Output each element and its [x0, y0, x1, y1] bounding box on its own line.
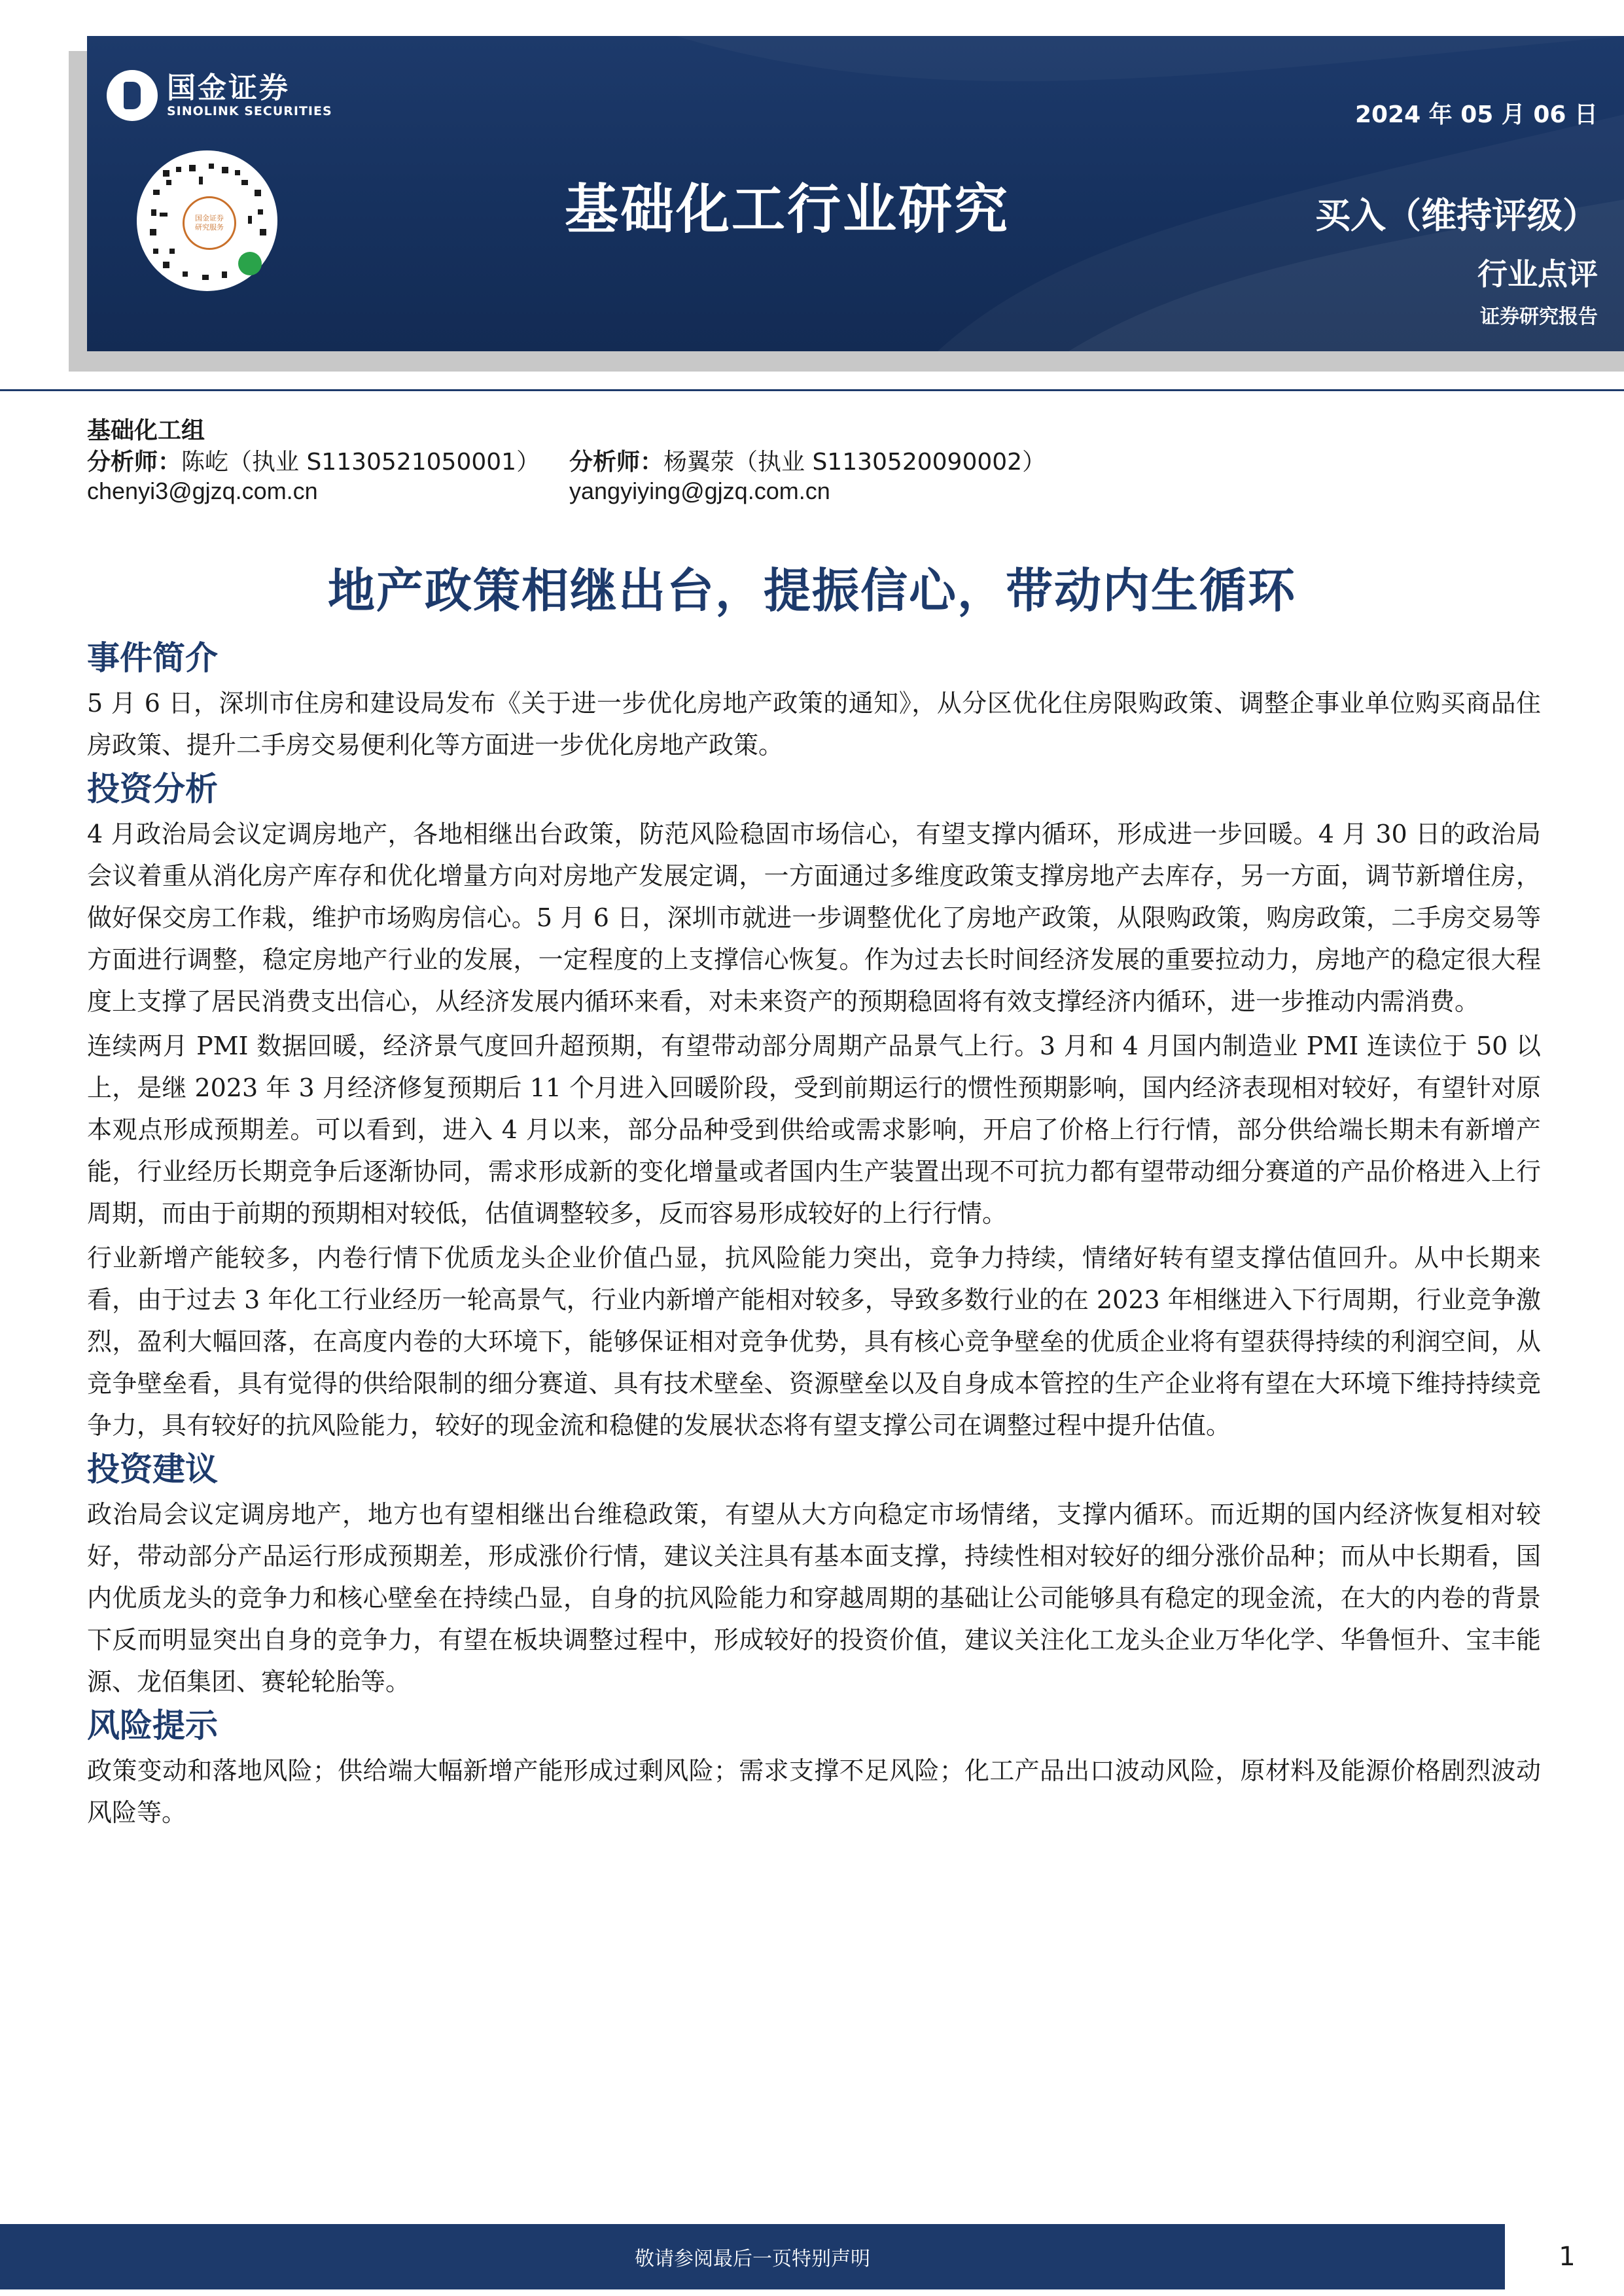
paragraph: 4 月政治局会议定调房地产，各地相继出台政策，防范风险稳固市场信心，有望支撑内循环，形成进一步回暖。4 月 30 日的政治局会议着重从消化房产库存和优化增量方向对房地产发展定调，一方面通过多维度政策支撑房地产去库存，另一方面，调节新增住房，做好保交房工作栽，维护市场购房信心。5 月 6 日，深圳市就进一步调整优化了房地产政策，从限购政策，购房政策，二手房交易等方面进行调整，稳定房地产行业的发展，一定程度的上支撑信心恢复。作为过去长时间经济发展的重要拉动力，房地产的稳定很大程度上支撑了居民消费支出信心，从经济发展内循环来看，对未来资产的预期稳固将有效支撑经济内循环，进一步推动内需消费。 [87, 820, 1541, 1016]
industry-title: 基础化工行业研究 [565, 179, 1010, 241]
report-date: 2024 年 05 月 06 日 [1354, 101, 1598, 128]
report-category: 证券研究报告 [1480, 305, 1598, 328]
qr-code-icon [137, 150, 277, 291]
analyst-name: 杨翼荥（执业 S1130520090002） [663, 449, 1046, 476]
header-divider [0, 389, 1624, 391]
analyst-name: 陈屹（执业 S1130521050001） [181, 449, 540, 476]
mini-program-icon [238, 252, 262, 275]
analyst-1 [87, 444, 540, 477]
analyst-2 [569, 444, 1046, 477]
section-heading: 投资分析 [87, 770, 218, 808]
section-event [87, 638, 1541, 766]
section-heading: 事件简介 [87, 639, 218, 677]
logo-mark-icon [107, 70, 158, 121]
section-heading: 投资建议 [87, 1450, 218, 1488]
paragraph: 连续两月 PMI 数据回暖，经济景气度回升超预期，有望带动部分周期产品景气上行。3 月和 4 月国内制造业 PMI 连读位于 50 以上，是继 2023 年 3 月经济修复预期后 11 个月进入回暖阶段，受到前期运行的惯性预期影响，国内经济表现相对较好，有望针对原本观点形成预期差。可以看到，进入 4 月以来，部分品种受到供给或需求影响，开启了价格上行行情，部分供给端长期未有新增产能，行业经历长期竞争后逐渐协同，需求形成新的变化增量或者国内生产装置出现不可抗力都有望带动细分赛道的产品价格进入上行周期，而由于前期的预期相对较低，估值调整较多，反而容易形成较好的上行行情。 [87, 1032, 1541, 1228]
qr-label-bottom: 研究服务 [195, 223, 224, 232]
paragraph: 5 月 6 日，深圳市住房和建设局发布《关于进一步优化房地产政策的通知》，从分区优化住房限购政策、调整企事业单位购买商品住房政策、提升二手房交易便利化等方面进一步优化房地产政策。 [87, 689, 1541, 759]
footer-disclaimer-bar [0, 2224, 1505, 2289]
section-heading: 风险提示 [87, 1707, 218, 1745]
rating: 买入（维持评级） [1315, 195, 1598, 236]
paragraph: 政策变动和落地风险；供给端大幅新增产能形成过剩风险；需求支撑不足风险；化工产品出口波动风险，原材料及能源价格剧烈波动风险等。 [87, 1756, 1541, 1827]
section-analysis [87, 769, 1541, 1446]
company-logo [107, 70, 332, 121]
analyst-label: 分析师： [87, 449, 182, 476]
header-banner [87, 36, 1624, 351]
analyst-label: 分析师： [569, 449, 664, 476]
section-risk [87, 1705, 1541, 1834]
page-number: 1 [1505, 2224, 1624, 2289]
report-type: 行业点评 [1477, 256, 1598, 292]
analyst-1-email[interactable]: chenyi3@gjzq.com.cn [87, 478, 318, 504]
report-title: 地产政策相继出台，提振信心，带动内生循环 [327, 563, 1296, 618]
analyst-2-email[interactable]: yangyiying@gjzq.com.cn [569, 478, 830, 504]
footer-disclaimer[interactable]: 敬请参阅最后一页特别声明 [635, 2248, 870, 2270]
paragraph: 政治局会议定调房地产，地方也有望相继出台维稳政策，有望从大方向稳定市场情绪，支撑内循环。而近期的国内经济恢复相对较好，带动部分产品运行形成预期差，形成涨价行情，建议关注具有基本面支撑，持续性相对较好的细分涨价品种；而从中长期看，国内优质龙头的竞争力和核心壁垒在持续凸显，自身的抗风险能力和穿越周期的基础让公司能够具有稳定的现金流，在大的内卷的背景下反而明显突出自身的竞争力，有望在板块调整过程中，形成较好的投资价值，建议关注化工龙头企业万华化学、华鲁恒升、宝丰能源、龙佰集团、赛轮轮胎等。 [87, 1500, 1541, 1696]
section-recommendation [87, 1449, 1541, 1703]
analyst-group: 基础化工组 [87, 417, 205, 444]
logo-name-en: SINOLINK SECURITIES [167, 104, 332, 118]
report-body [87, 638, 1541, 1836]
qr-label-top: 国金证券 [195, 214, 224, 222]
paragraph: 行业新增产能较多，内卷行情下优质龙头企业价值凸显，抗风险能力突出，竞争力持续，情绪好转有望支撑估值回升。从中长期来看，由于过去 3 年化工行业经历一轮高景气，行业内新增产能相对较多，导致多数行业的在 2023 年相继进入下行周期，行业竞争激烈，盈利大幅回落，在高度内卷的大环境下，能够保证相对竞争优势，具有核心竞争壁垒的优质企业将有望获得持续的利润空间，从竞争壁垒看，具有觉得的供给限制的细分赛道、具有技术壁垒、资源壁垒以及自身成本管控的生产企业将有望在大环境下维持持续竞争力，具有较好的抗风险能力，较好的现金流和稳健的发展状态将有望支撑公司在调整过程中提升估值。 [87, 1244, 1541, 1440]
qr-center-logo [183, 196, 236, 250]
logo-name-cn: 国金证券 [167, 71, 290, 105]
